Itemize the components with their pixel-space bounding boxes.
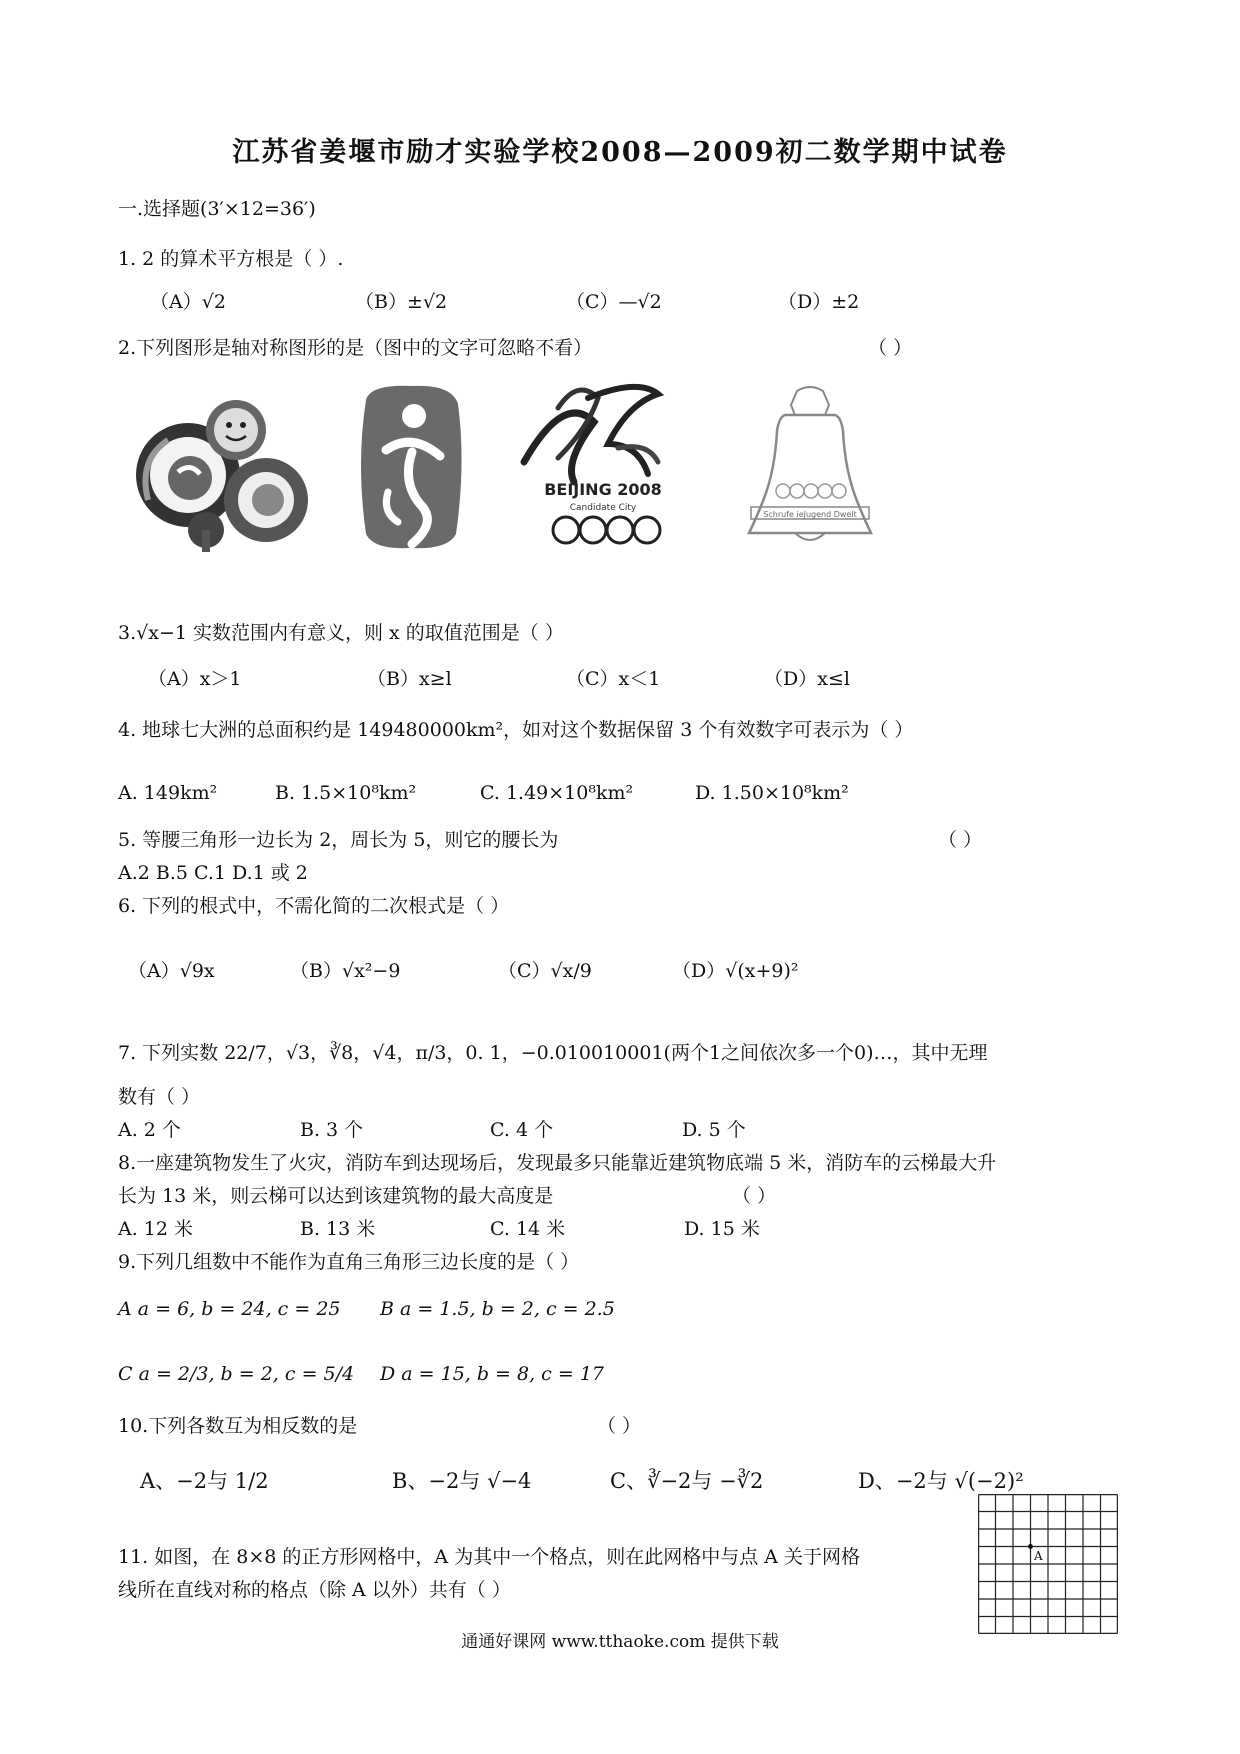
q10-answer-paren: （ ） bbox=[597, 1415, 642, 1437]
q3-option-d: （D）x≤l bbox=[764, 668, 850, 690]
q10-option-b: B、−2与 √−4 bbox=[392, 1469, 532, 1493]
q1-option-c: （C）—√2 bbox=[566, 291, 662, 313]
q7-option-c: C. 4 个 bbox=[490, 1119, 554, 1141]
q8-line1: 8.一座建筑物发生了火灾，消防车到达现场后，发现最多只能靠近建筑物底端 5 米，消防车的云梯最大升 bbox=[118, 1152, 997, 1174]
page-title: 江苏省姜堰市励才实验学校2008—2009初二数学期中试卷 bbox=[232, 137, 1008, 168]
q4-option-d: D. 1.50×10⁸km² bbox=[695, 782, 849, 804]
seal-logo-icon bbox=[352, 380, 472, 555]
q11-line1: 11. 如图，在 8×8 的正方形网格中，A 为其中一个格点，则在此网格中与点 A 关于网格 bbox=[118, 1546, 860, 1568]
q8-answer-paren: （ ） bbox=[732, 1185, 777, 1207]
q8-option-b: B. 13 米 bbox=[300, 1218, 376, 1240]
section-heading: 一.选择题(3′×12=36′) bbox=[118, 198, 316, 220]
q5-options: A.2 B.5 C.1 D.1 或 2 bbox=[118, 862, 308, 884]
q6-option-d: （D）√(x+9)² bbox=[672, 960, 799, 982]
q8-line2: 长为 13 米，则云梯可以达到该建筑物的最大高度是 bbox=[118, 1185, 554, 1207]
q1-option-d: （D）±2 bbox=[778, 291, 860, 313]
q10-option-d: D、−2与 √(−2)² bbox=[858, 1469, 1024, 1493]
logo-subtitle-text: Candidate City bbox=[569, 503, 637, 513]
q9-stem: 9.下列几组数中不能作为直角三角形三边长度的是（ ） bbox=[118, 1251, 580, 1273]
q3-option-a: （A）x＞1 bbox=[148, 668, 242, 690]
q9-option-a: A a = 6, b = 24, c = 25 bbox=[118, 1298, 341, 1320]
q9-option-d: D a = 15, b = 8, c = 17 bbox=[380, 1363, 605, 1385]
q8-option-c: C. 14 米 bbox=[490, 1218, 566, 1240]
olympic-rings-icon bbox=[553, 517, 660, 543]
q6-option-c: （C）√x/9 bbox=[498, 960, 592, 982]
q6-option-b: （B）√x²−9 bbox=[290, 960, 401, 982]
q9-option-b: B a = 1.5, b = 2, c = 2.5 bbox=[380, 1298, 615, 1320]
logo-title-text: BEIJING 2008 bbox=[544, 480, 662, 499]
q9-option-c: C a = 2/3, b = 2, c = 5/4 bbox=[118, 1363, 355, 1385]
q5-answer-paren: （ ） bbox=[938, 829, 983, 851]
beijing-2008-logo-icon bbox=[518, 378, 688, 558]
q3-option-c: （C）x＜1 bbox=[566, 668, 661, 690]
q1-option-a: （A）√2 bbox=[150, 291, 226, 313]
q7-option-b: B. 3 个 bbox=[300, 1119, 364, 1141]
q6-stem: 6. 下列的根式中，不需化简的二次根式是（ ） bbox=[118, 895, 510, 917]
q10-option-a: A、−2与 1/2 bbox=[140, 1469, 269, 1493]
q4-option-b: B. 1.5×10⁸km² bbox=[275, 782, 417, 804]
q6-option-a: （A）√9x bbox=[128, 960, 215, 982]
bell-logo-icon bbox=[745, 385, 875, 555]
q3-stem: 3.√x−1 实数范围内有意义，则 x 的取值范围是（ ） bbox=[118, 622, 564, 644]
logo-swirl-faces-icon bbox=[128, 380, 313, 555]
q10-option-c: C、∛−2与 −∛2 bbox=[610, 1469, 764, 1493]
q7-option-d: D. 5 个 bbox=[682, 1119, 746, 1141]
q11-line2: 线所在直线对称的格点（除 A 以外）共有（ ） bbox=[118, 1579, 511, 1601]
q7-option-a: A. 2 个 bbox=[118, 1119, 181, 1141]
point-a-label: A bbox=[1034, 1549, 1043, 1563]
q1-option-b: （B）±√2 bbox=[355, 291, 448, 313]
q4-option-c: C. 1.49×10⁸km² bbox=[480, 782, 634, 804]
q7-stem-line1: 7. 下列实数 22/7，√3，∛8，√4，π/3，0. 1，−0.010010001(两个1之间依次多一个0)…，其中无理 bbox=[118, 1042, 988, 1064]
bell-logo-text: Schrufe ieJugend Dwelt bbox=[763, 510, 857, 519]
page-footer: 通通好课网 www.tthaoke.com 提供下载 bbox=[461, 1632, 779, 1652]
q7-stem-line2: 数有（ ） bbox=[118, 1086, 201, 1108]
q2-answer-paren: （ ） bbox=[868, 337, 913, 359]
q8-option-a: A. 12 米 bbox=[118, 1218, 194, 1240]
q4-option-a: A. 149km² bbox=[118, 782, 218, 804]
square-grid-figure bbox=[978, 1494, 1118, 1634]
point-a-marker bbox=[1028, 1544, 1033, 1549]
q10-stem: 10.下列各数互为相反数的是 bbox=[118, 1415, 358, 1437]
q8-option-d: D. 15 米 bbox=[684, 1218, 760, 1240]
q3-option-b: （B）x≥l bbox=[367, 668, 452, 690]
q1-stem: 1. 2 的算术平方根是（ ）. bbox=[118, 248, 344, 270]
q2-stem: 2.下列图形是轴对称图形的是（图中的文字可忽略不看） bbox=[118, 337, 593, 359]
q5-stem: 5. 等腰三角形一边长为 2，周长为 5，则它的腰长为 bbox=[118, 829, 559, 851]
q4-stem: 4. 地球七大洲的总面积约是 149480000km²，如对这个数据保留 3 个有效数字可表示为（ ） bbox=[118, 719, 914, 741]
